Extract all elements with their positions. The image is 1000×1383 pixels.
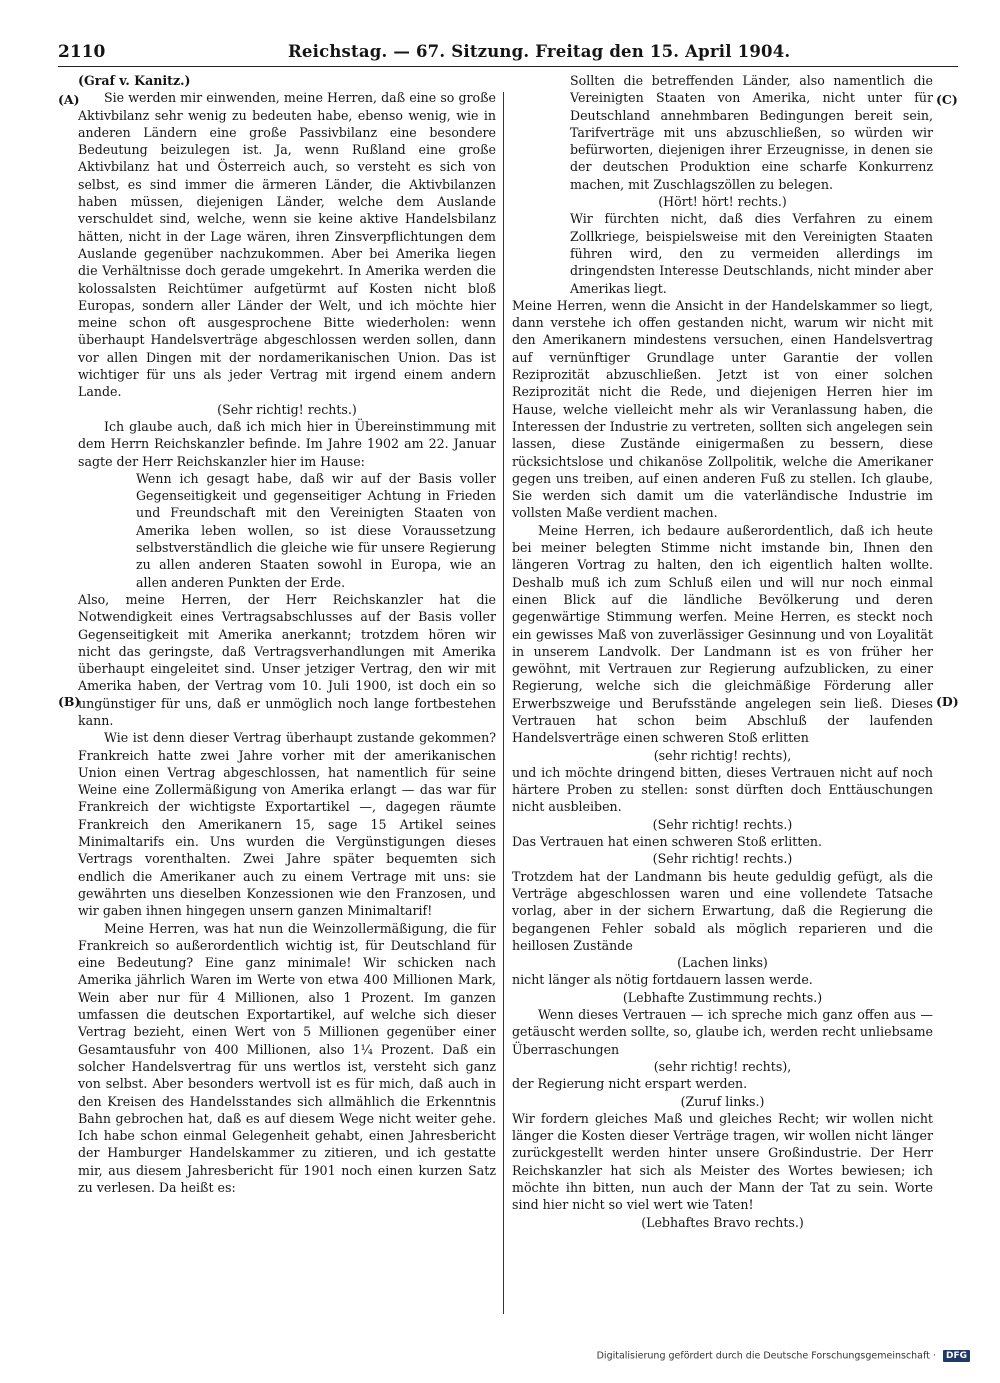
header-rule <box>58 66 958 67</box>
page-number: 2110 <box>58 42 106 62</box>
paragraph: Wie ist denn dieser Vertrag überhaupt zustande gekommen? Frankreich hatte zwei Jahre vorher mit der amerikanischen Union einen Vertrag abgeschlossen, hat namentlich für seine Weine eine Zollermäßigung von Amerika erlangt — das war für Frankreich der wichtigste Exportartikel —, dagegen räumte Frankreich den Amerikanern 15, sage 15 Artikel seines Minimaltarifs ein. Uns wurden die Vergünstigungen dieses Vertrags vorenthalten. Zwei Jahre später bequemten sich endlich die Amerikaner auch zu einem Vertrage mit uns: sie gewährten uns dieselben Konzessionen wie den Franzosen, und wir gaben ihnen hingegen unsern ganzen Minimaltarif! <box>78 730 496 919</box>
margin-mark-d: (D) <box>936 694 959 709</box>
left-column <box>78 72 496 1196</box>
quotation: Wir fürchten nicht, daß dies Verfahren zu einem Zollkriege, beispielsweise mit den Vereinigten Staaten führen wird, den zu vermeiden allerdings im dringendsten Interesse Deutschlands, nicht minder aber Amerikas liegt. <box>570 211 933 296</box>
paragraph: Das Vertrauen hat einen schweren Stoß erlitten. <box>512 834 822 850</box>
paragraph: Meine Herren, was hat nun die Weinzollermäßigung, die für Frankreich so außerordentlich wichtig ist, für Deutschland für eine Bedeutung? Eine ganz minimale! Wir schicken nach Amerika jährlich Waren im Werte von etwa 400 Millionen Mark, Wein aber nur für 4 Millionen, also 1 Prozent. Im ganzen umfassen die deutschen Exportartikel, auf welche sich dieser Vertrag bezieht, einen Wert von 5 Millionen gegenüber einer Gesamtausfuhr von 400 Millionen, also 1¼ Prozent. Daß ein solcher Handelsvertrag für uns wertlos ist, versteht sich ganz von selbst. Aber besonders wertvoll ist es für mich, daß auch in den Kreisen des Handelsstandes sich allmählich die Erkenntnis Bahn gebrochen hat, daß es auf diesem Wege nicht weiter gehe. Ich habe schon einmal Gelegenheit gehabt, einen Jahresbericht der Hamburger Handelskammer zu zitieren, und ich gestatte mir, aus diesem Jahresbericht für 1901 noch einen kurzen Satz zu verlesen. Da heißt es: <box>78 920 496 1195</box>
paragraph: nicht länger als nötig fortdauern lassen werde. <box>512 972 813 988</box>
interjection: (sehr richtig! rechts), <box>653 1058 792 1074</box>
margin-mark-b: (B) <box>58 694 81 709</box>
paragraph: Trotzdem hat der Landmann bis heute geduldig gefügt, als die Verträge abgeschlossen waren und eine vollendete Tatsache vorlag, aber in der sichern Erwartung, daß die Regierung die begangenen Fehler sobald als möglich reparieren und die heillosen Zustände <box>512 868 933 953</box>
speaker-label: (Graf v. Kanitz.) <box>78 73 191 88</box>
paragraph: Meine Herren, wenn die Ansicht in der Handelskammer so liegt, dann verstehe ich offen gestanden nicht, warum wir nicht mit den Amerikanern mindestens versuchen, einen Handelsvertrag auf vernünftiger Grundlage unter Garantie der vollen Reziprozität abzuschließen. Jetzt ist von einer solchen Reziprozität nicht die Rede, und diejenigen Herren hier im Hause, welche vielleicht mehr als wir Veranlassung haben, die Interessen der Industrie zu vertreten, sollten sich angelegen sein lassen, diese Zustände einigermaßen zu bessern, diese rücksichtslose und chikanöse Zollpolitik, welche die Amerikaner gegen uns treiben, auf einen anderen Fuß zu stellen. Ich glaube, Sie werden sich damit um die vaterländische Industrie im vollsten Maße verdient machen. <box>512 297 933 521</box>
digitization-footer <box>597 1350 970 1362</box>
margin-mark-a: (A) <box>58 92 80 107</box>
interjection: (Sehr richtig! rechts.) <box>217 401 357 417</box>
paragraph: Ich glaube auch, daß ich mich hier in Übereinstimmung mit dem Herrn Reichskanzler befinde. Im Jahre 1902 am 22. Januar sagte der Herr Reichskanzler hier im Hause: <box>78 418 496 469</box>
page-header <box>58 42 958 66</box>
interjection: (Zuruf links.) <box>680 1093 765 1109</box>
footer-text: Digitalisierung gefördert durch die Deutsche Forschungsgemeinschaft · <box>596 1350 936 1362</box>
right-column <box>512 72 933 1231</box>
quotation: Wenn ich gesagt habe, daß wir auf der Basis voller Gegenseitigkeit und gegenseitiger Achtung in Frieden und Freundschaft mit den Vereinigten Staaten von Amerika leben wollen, so ist diese Voraussetzung selbstverständlich die gleiche wie für unsere Regierung zu allen anderen Staaten sowohl in Europa, wie an allen anderen Punkten der Erde. <box>136 470 496 590</box>
paragraph: und ich möchte dringend bitten, dieses Vertrauen nicht auf noch härtere Proben zu stellen: sonst dürften doch Enttäuschungen nicht ausbleiben. <box>512 764 933 815</box>
interjection: (Lebhafte Zustimmung rechts.) <box>622 989 823 1005</box>
running-title: Reichstag. — 67. Sitzung. Freitag den 15. April 1904. <box>288 42 791 61</box>
paragraph: Meine Herren, ich bedaure außerordentlich, daß ich heute bei meiner belegten Stimme nicht imstande bin, Ihnen den längeren Vortrag zu halten, den ich eigentlich halten wollte. Deshalb muß ich zum Schluß eilen und will nur noch einmal einen Blick auf die ländliche Bevölkerung und deren gegenwärtige Stimmung werfen. Meine Herren, es steckt noch ein gewisses Maß von zuverlässiger Gesinnung und von Loyalität in unserem Landvolk. Der Landmann ist es von früher her gewöhnt, mit Vertrauen zur Regierung aufzublicken, zu einer Regierung, welche sich die gleichmäßige Förderung aller Erwerbszweige und Berufsstände angelegen sein ließ. Dieses Vertrauen hat schon beim Abschluß der laufenden Handelsverträge einen schweren Stoß erlitten <box>512 522 933 746</box>
interjection: (sehr richtig! rechts), <box>653 747 792 763</box>
dfg-logo <box>943 1350 970 1362</box>
interjection: (Lachen links) <box>677 955 768 971</box>
paragraph: der Regierung nicht erspart werden. <box>512 1076 748 1092</box>
margin-mark-c: (C) <box>936 92 958 107</box>
interjection: (Sehr richtig! rechts.) <box>652 851 793 867</box>
dfg-logo-text: DFG <box>945 1351 967 1361</box>
paragraph: Wenn dieses Vertrauen — ich spreche mich ganz offen aus — getäuscht werden sollte, so, glaube ich, werden recht unliebsame Überraschungen <box>512 1007 933 1057</box>
interjection: (Lebhaftes Bravo rechts.) <box>641 1214 804 1230</box>
interjection: (Hört! hört! rechts.) <box>658 194 787 210</box>
paragraph: Wir fordern gleiches Maß und gleiches Recht; wir wollen nicht länger die Kosten dieser Verträge tragen, wir wollen nicht länger zurückgestellt werden hinter unsere Großindustrie. Der Herr Reichskanzler hat sich als Meister des Wortes bewiesen; ich möchte ihn bitten, nun auch der Mann der Tat zu sein. Worte sind hier nicht so viel wert wie Taten! <box>512 1110 933 1213</box>
paragraph: Also, meine Herren, der Herr Reichskanzler hat die Notwendigkeit eines Vertragsabschlusses auf der Basis voller Gegenseitigkeit mit Amerika anerkannt; trotzdem hören wir nicht das geringste, daß Vertragsverhandlungen mit Amerika überhaupt eingeleitet sind. Unser jetziger Vertrag, den wir mit Amerika haben, der Vertrag vom 10. Juli 1900, ist doch ein so ungünstiger für uns, daß er unmöglich noch lange fortbestehen kann. <box>78 591 496 728</box>
paragraph: Sie werden mir einwenden, meine Herren, daß eine so große Aktivbilanz sehr wenig zu bedeuten habe, ebenso wenig, wie in anderen Ländern eine große Passivbilanz eine besondere Bedeutung beizulegen ist. Ja, wenn Rußland eine große Aktivbilanz hat und Österreich auch, so versteht es sich von selbst, es sind immer die ärmeren Länder, die Aktivbilanzen haben müssen, diejenigen Länder, welche dem Auslande verschuldet sind, welche, wenn sie keine aktive Handelsbilanz hätten, nicht in der Lage wären, ihren Zinsverpflichtungen dem Auslande gegenüber nachzukommen. Aber bei Amerika liegen die Verhältnisse doch gerade umgekehrt. In Amerika werden die kolossalsten Reichtümer aufgetürmt auf Kosten nicht bloß Europas, sondern aller Länder der Welt, und ich möchte hier meine schon oft ausgesprochene Bitte wiederholen: wenn überhaupt Handelsverträge abgeschlossen werden sollen, dann vor allen Dingen mit der nordamerikanischen Union. Das ist wichtiger für uns als jeder Vertrag mit irgend einem andern Lande. <box>78 90 496 400</box>
interjection: (Sehr richtig! rechts.) <box>652 816 793 832</box>
quotation: Sollten die betreffenden Länder, also namentlich die Vereinigten Staaten von Amerika, nicht unter für Deutschland annehmbaren Bedingungen bereit sein, Tarifverträge mit uns abzuschließen, so würden wir befürworten, diejenigen ihrer Erzeugnisse, in denen sie der deutschen Produktion eine scharfe Konkurrenz machen, mit Zuschlagszöllen zu belegen. <box>570 73 933 192</box>
column-divider <box>503 92 504 1314</box>
